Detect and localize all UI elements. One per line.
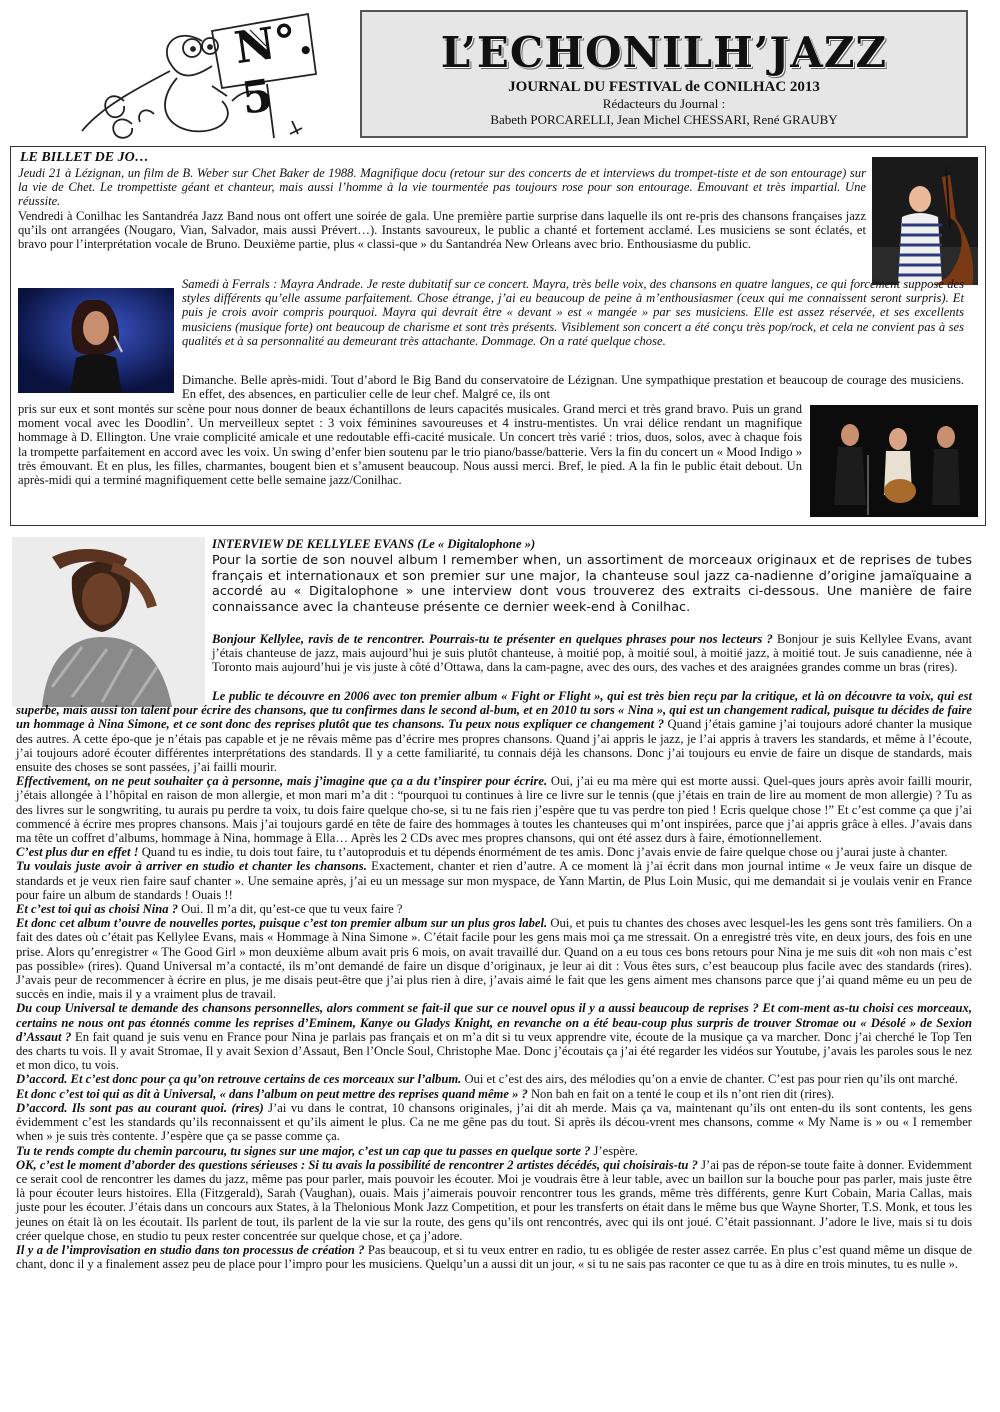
qa-answer: J’ai vu dans le contrat, 10 chansons originales, j’ai dit ah merde. Mais ça va, maintenant qu’ils ont enten-du ils sont contents, les gens évidemment c’est les standards qu’ils reconnaissent et qu’ils aiment le plus. Ca ne me gêne pas du tout. Si après ils décou-vrent mes chansons, comme « My Name is » ou « I remember when » je suis très contente. J’espère que ça se passe comme ça.	[16, 1100, 972, 1144]
billet-heading: LE BILLET DE JO…	[20, 150, 149, 165]
qa-question: D’accord. Ils sont pas au courant quoi. (rires)	[16, 1100, 264, 1115]
qa-answer: Quand j’étais gamine j’ai toujours adoré chanter la musique des autres. A cette épo-que je n’étais pas capable et je ne rêvais même pas d’écrire mes propres chansons. Quand j’ai appris le jazz, je l’ai appris à travers les standards, et même à l’écoute, j’ai toujours adoré écouter différentes interprétations des standards. Il y a cette familiarité, tu connais déjà les chansons. Donc j’ai toujours eu envie de faire un disque de standards, mais ensuite des choses se sont passées, j’ai failli mourir.	[16, 717, 972, 775]
qa-item	[16, 859, 972, 902]
band-image-icon	[810, 405, 978, 517]
billet-paragraph-3: Samedi à Ferrals : Mayra Andrade. Je reste dubitatif sur ce concert. Mayra, très belle voix, des chansons en quatre langues, ce qui forcément suppose des styles différents qu’elle assume parfaitement. Chose étrange, j’ai eu beaucoup de peine à m’enthousiasmer (ceux qui me connaissent seront surpris). Et puis je crois avoir compris pourquoi. Mayra qui devrait être « devant » est « mangée » par ses musiciens. Elle est assez réservée, et ses excellents musiciens (musique forte) ont beaucoup de charisme et sont très présents. Visiblement son concert a été conçu très pop/rock, et cela ne convient pas à ses qualités et à sa personnalité au demeurant très attachante. Dommage. On a raté quelque chose.	[182, 277, 964, 348]
qa-answer: J’espère.	[590, 1143, 638, 1158]
mayra-andrade-photo	[18, 288, 174, 393]
qa-answer: Quand tu es indie, tu dois tout faire, tu t’autoproduis et tu dépends énormément de tes amis. Donc j’avais envie de faire quelque chose ou j’aurai juste à chanter.	[138, 845, 948, 860]
billet-paragraph-4b: pris sur eux et sont montés sur scène pour nous donner de beaux échantillons de leurs capacités musicales. Grand merci et très grand bravo. Puis un grand moment vocal avec les Doodlin’. Un merveilleux septet : 3 voix féminines savoureuses et 4 instru-mentistes. Un vrai délice rendant un magnifique hommage à D. Ellington. Une vraie complicité amicale et une redoutable effi-cacité musicale. Un concert très varié : trios, duos, solos, avec à chaque fois la trompette parfaitement en accord avec les voix. Un swing d’enfer bien soutenu par le trio piano/basse/batterie. Vers la fin du concert un « Mood Indigo » très émouvant. Et en plus, les filles, charmantes, bougent bien et s’amusent beaucoup. Nous aussi merci. Bref, le pied. A la fin le public était debout. Un après-midi qui a terminé magnifiquement cette belle semaine jazz/Conilhac.	[18, 402, 802, 488]
qa-answer: Oui, j’ai eu ma mère qui est morte aussi. Quel-ques jours après avoir failli mourir, j’étais allongée à l’hôpital en raison de mon allergie, et mon mari m’a dit : “pourquoi tu continues à lire ce livre sur le tennis (que j’étais en train de lire au moment de mon allergie) ? Tu as des livres sur le songwriting, tu aurais pu perdre ta voix, tu dois faire quelque cho-se, si tu ne fais rien j’espère que tu vas perdre ton pied ! Ecris quelque chose !” Et c’est comme ça que j’ai commencé à écrire mes propres chansons. Mais j’ai toujours gardé en tête de faire des hommages à toutes les chanteuses qui m’ont inspirées, parce que j’ai appris grâce à elles. J’avais dans ma tête un coffret d’albums, hommage à Nina, hommage à Ella… Après les 2 CDs avec mes propres chansons, qui ont été assez durs à faire, émotionnellement.	[16, 774, 973, 846]
bassist-image-icon	[872, 157, 978, 285]
billet-paragraph-4a: Dimanche. Belle après-midi. Tout d’abord le Big Band du conservatoire de Lézignan. Une sympathique prestation et beaucoup de courage des musiciens. En effet, des absences, en particulier celle de leur chef. Malgré ce, ils ont	[182, 373, 964, 402]
qa-question: Du coup Universal te demande des chansons personnelles, alors comment se fait-il que sur ce nouvel opus il y a aussi beaucoup de reprises ? Et com-ment as-tu choisi ces morceaux, certains ne nous ont pas étonnés comme les reprises d’Eminem, Kanye ou Gladys Knight, en revanche on a été beau-coup plus surpris de trouver Stromae ou « Désolé » de Sexion d’Assaut ?	[16, 1001, 972, 1044]
qa-question: Effectivement, on ne peut souhaiter ça à personne, mais j’imagine que ça a du t’inspirer pour écrire.	[16, 774, 548, 789]
qa-answer: Non bah en fait on a tenté le coup et ils n’ont rien dit (rires).	[527, 1086, 835, 1101]
qa-item	[16, 1072, 972, 1086]
qa-question: Le public te découvre en 2006 avec ton premier album « Fight or Flight », qui est très bien reçu par la critique, et là on découvre ta voix, qui est superbe, mais aussi ton talent pour écrire des chansons, que tu confirmes dans le second al-bum, et en 2010 tu sors « Nina », qui est un changement radical, puisque tu décides de faire un hommage à Nina Simone, et ce sont donc des reprises plutôt que tes chansons. Tu peux nous expliquer ce changement ?	[16, 689, 972, 732]
qa-question: Tu voulais juste avoir à arriver en studio et chanter les chansons.	[16, 859, 367, 874]
qa-question: Et donc cet album t’ouvre de nouvelles portes, puisque c’est ton premier album sur un plus gros label.	[16, 916, 548, 931]
billet-paragraph-1: Jeudi 21 à Lézignan, un film de B. Weber sur Chet Baker de 1988. Magnifique docu (retour sur des concerts de et interviews du trompet-tiste et de son entourage) sur la vie de Chet. Le trompettiste géant et chanteur, mais aussi l’homme à la vie tourmentée pas toujours rose pour son entourage. Emouvant et très impartial. Une réussite.	[18, 166, 866, 209]
doodlin-photo	[810, 405, 978, 517]
paper-subtitle: JOURNAL DU FESTIVAL de CONILHAC 2013	[508, 79, 820, 95]
qa-item	[16, 902, 972, 916]
qa-question: Et c’est toi qui as choisi Nina ?	[16, 902, 178, 917]
bassist-photo	[872, 157, 978, 285]
qa-block-main	[16, 689, 972, 1271]
qa-item	[16, 1144, 972, 1158]
issue-badge: N°. 5	[231, 12, 316, 125]
qa-answer: Oui. Il m’a dit, qu’est-ce que tu veux faire ?	[178, 902, 403, 917]
interview-intro: Pour la sortie de son nouvel album I remember when, un assortiment de morceaux originaux et de reprises de tubes français et internationaux et son premier sur une major, la chanteuse soul jazz ca-nadienne d’origine jamaïquaine a accordé au « Digitalophone » une interview dont vous trouverez des extraits ci-dessous. Une manière de faire connaissance avec la chanteuse présente ce dernier week-end à Conilhac.	[212, 553, 972, 615]
qa-answer: En fait quand je suis venu en France pour Nina je parlais pas français et on m’a dit si tu veux apprendre vite, écoute de la musique ça va marcher. Donc j’ai cherché le Top Ten des charts tu vois. Il y avait Stromae, Il y avait Sexion d’Assaut, Ben l’Oncle Soul, Christophe Mae. Donc j’écoutais ça j’ai été regarder les vidéos sur Youtube, j’avais les paroles sous le nez et mon dico, tu vois.	[16, 1029, 972, 1073]
qa-item	[212, 632, 972, 675]
editors-label: Rédacteurs du Journal :	[602, 96, 726, 111]
qa-answer: J’ai pas de répon-se toute faite à donner. Evidemment ce serait cool de rencontrer les dames du jazz, même pas pour parler, mais pouvoir les écouter. Moi je voudrais être à leur table, avec un baillon sur la bouche pour pas parler, mais juste être là pour écouter leurs histoires. Ella (Fitzgerald), Sarah (Vaughan), ouais. Mais j’aimerais pouvoir rencontrer tous les grands, même très différents, genre Kurt Cobain, Maria Callas, mais juste pour les écouter. J’étais dans un concours aux States, à la Thelonious Monk Jazz Competition, et pour les transferts on était dans le même bus que Wayne Shorter, T.S. Monk, et tous les jeunes on était là on les écoutait. Ils parlent de tout, ils parlent de la vie sur la route, des gens qu’ils ont rencontrés, avec qui ils ont joué. C’était passionnant. J’adore le live, mais si tu dois créer quelque chose, en studio tu peux rester concentrée sur quelque chose, et ça j’adore.	[16, 1157, 972, 1243]
qa-question: D’accord. Et c’est donc pour ça qu’on retrouve certains de ces morceaux sur l’album.	[16, 1072, 462, 1087]
singer-image-icon	[18, 288, 174, 393]
qa-item	[16, 916, 972, 1001]
qa-item	[16, 689, 972, 774]
qa-block-top	[212, 632, 972, 675]
qa-answer: Pas beaucoup, et si tu veux entrer en radio, tu es obligée de rester assez carrée. En plus c’est quand même un disque de chant, donc il y a finalement assez peu de place pour l’impro pour les musiciens. Quelqu’un a aussi dit un jour, « si tu ne sais pas raconter ce que tu as à dire en trois minutes, tu es nulle ».	[16, 1242, 973, 1272]
qa-item	[16, 1243, 972, 1271]
qa-answer: Exactement, chanter et rien d’autre. A ce moment là j’ai écrit dans mon journal intime « Je veux faire un disque de standards et je veux rien faire sauf chanter ». Une semaine après, j’ai eu un message sur mon myspace, de Yann Martin, de Plus Loin Music, qui me demandait si je voulais venir en France pour faire un album de standards ! Ouais !!	[16, 859, 973, 902]
kellylee-evans-photo	[12, 537, 205, 707]
qa-question: C’est plus dur en effet !	[16, 845, 139, 860]
qa-answer: Oui, et puis tu chantes des choses avec lesquel-les les gens sont très familiers. On a fait des dates où c’était pas Kellylee Evans, mais « Hommage à Nina Simone ». C’était facile pour les gens mais moi ça me stressait. On a enregistré très vite, en deux jours, des fois en une prise. Alors qu’enregistrer « The Good Girl » mon deuxième album avait pris 6 mois, on avait travaillé dur. Quand on a eu tous ces bons retours pour Nina je me suis dit «oh non mais c’est pas possible» (rires). Quand Universal m’a contacté, ils m’ont demandé de faire un disque d’originaux, je leur ai dit : Vous êtes surs, c’est beaucoup plus facile avec des standards (rires). J’avais peur de recommencer à écrire en plus, je me disais peut-être que j’ai plus rien à dire, j’avais aimé le fait que les gens aiment mes chansons parce que j’ai quand même eu un peu de succès en indie, mais il y a vraiment plus de travail.	[16, 916, 972, 1002]
qa-item	[16, 845, 972, 859]
qa-answer: Oui et c’est des airs, des mélodies qu’on a envie de chanter. C’est pas pour rien qu’ils ont marché.	[461, 1072, 958, 1087]
qa-item	[16, 1087, 972, 1101]
interview-heading: INTERVIEW DE KELLYLEE EVANS (Le « Digitalophone »)	[212, 537, 536, 551]
editors-names: Babeth PORCARELLI, Jean Michel CHESSARI, René GRAUBY	[490, 112, 838, 127]
qa-answer: Bonjour je suis Kellylee Evans, avant j’étais chanteuse de jazz, mais aujourd’hui je suis plutôt chanteuse, à moitié pop, à moitié soul, à moitié jazz, à moitié tout. Je suis canadienne, née à Toronto mais aujourd’hui je vis juste à côté d’Ottawa, dans la cam-pagne, avec des ours, des vaches et des araignées grandes comme un bras (rires).	[212, 632, 972, 675]
portrait-image-icon	[12, 537, 205, 707]
qa-item	[16, 1158, 972, 1243]
qa-question: Et donc c’est toi qui as dit à Universal, « dans l’album on peut mettre des reprises quand même » ?	[16, 1086, 528, 1101]
qa-item	[16, 1101, 972, 1144]
qa-question: OK, c’est le moment d’aborder des questions sérieuses : Si tu avais la possibilité de rencontrer 2 artistes décédés, qui choisirais-tu ?	[16, 1157, 698, 1172]
paper-title: L’ECHONILH’JAZZ	[440, 28, 888, 77]
qa-question: Il y a de l’improvisation en studio dans ton processus de création ?	[16, 1242, 365, 1257]
qa-item	[16, 1001, 972, 1072]
billet-paragraph-2: Vendredi à Conilhac les Santandréa Jazz Band nous ont offert une soirée de gala. Une première partie surprise dans laquelle ils ont re-pris des chansons françaises jazz qu’ils ont arrangées (Nougaro, Vian, Salvador, mais aussi Prévert…). Instants savoureux, le public a chanté et fortement acclamé. Les musiciens se sont éclatés, et bravo pour l’interprétation vocale de Bruno. Deuxième partie, plus « classi-que » du Santandréa New Orleans avec brio. Enthousiasme du public.	[18, 209, 866, 252]
qa-item	[16, 774, 972, 845]
qa-question: Bonjour Kellylee, ravis de te rencontrer. Pourrais-tu te présenter en quelques phrases pour nos lecteurs ?	[212, 632, 773, 646]
masthead-box	[360, 10, 968, 138]
festival-logo	[62, 6, 342, 146]
qa-question: Tu te rends compte du chemin parcouru, tu signes sur une major, c’est un cap que tu passes en quelque sorte ?	[16, 1143, 591, 1158]
